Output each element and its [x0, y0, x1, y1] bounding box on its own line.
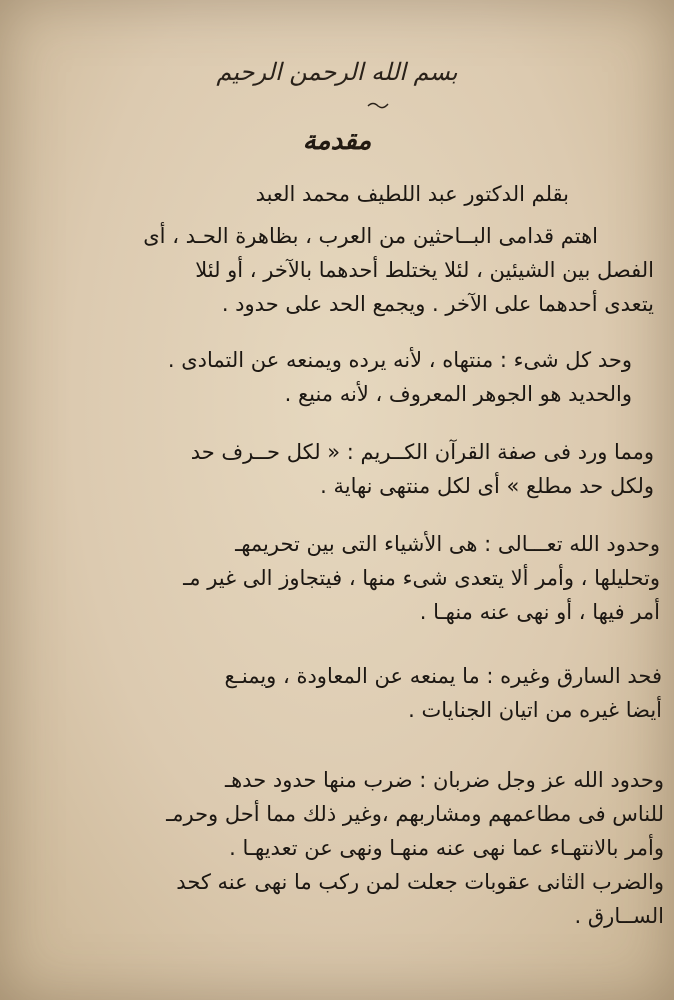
text-line: أيضا غيره من اتيان الجنايات . [408, 698, 662, 722]
text-line: ومما ورد فى صفة القرآن الكــريم : « لكل حــرف حد [190, 440, 654, 464]
text-line: والضرب الثانى عقوبات جعلت لمن ركب ما نهى عنه كحد [176, 870, 664, 894]
text-line: وحدود الله تعـــالى : هى الأشياء التى بين تحريمهـ [235, 532, 660, 556]
text-line: يتعدى أحدهما على الآخر . ويجمع الحد على حدود . [221, 292, 654, 316]
text-line: للناس فى مطاعمهم ومشاربهم ،وغير ذلك مما أحل وحرمـ [166, 802, 664, 826]
text-line: وتحليلها ، وأمر ألا يتعدى شىء منها ، فيتجاوز الى غير مـ [183, 566, 660, 590]
text-line: الســارق . [574, 904, 664, 928]
text-line: فحد السارق وغيره : ما يمنعه عن المعاودة ، ويمنـع [224, 664, 662, 688]
text-line: والحديد هو الجوهر المعروف ، لأنه منيع . [284, 382, 632, 406]
text-line: وحد كل شىء : منتهاه ، لأنه يرده ويمنعه عن التمادى . [167, 348, 632, 372]
page-title: مقدمة [302, 126, 372, 156]
text-line: الفصل بين الشيئين ، لئلا يختلط أحدهما بالآخر ، أو لئلا [195, 258, 654, 282]
text-line: ولكل حد مطلع » أى لكل منتهى نهاية . [320, 474, 654, 498]
author-line: بقلم الدكتور عبد اللطيف محمد العبد [255, 182, 569, 206]
text-line: أمر فيها ، أو نهى عنه منهـا . [419, 600, 660, 624]
ornament-icon [367, 100, 389, 110]
basmala-calligraphy: بسم الله الرحمن الرحيم [216, 58, 458, 86]
text-line: وحدود الله عز وجل ضربان : ضرب منها حدود حدهـ [224, 768, 664, 792]
text-line: اهتم قدامى البــاحثين من العرب ، بظاهرة الحـد ، أى [143, 224, 598, 248]
text-line: وأمر بالانتهـاء عما نهى عنه منهـا ونهى عن تعديهـا . [229, 836, 664, 860]
